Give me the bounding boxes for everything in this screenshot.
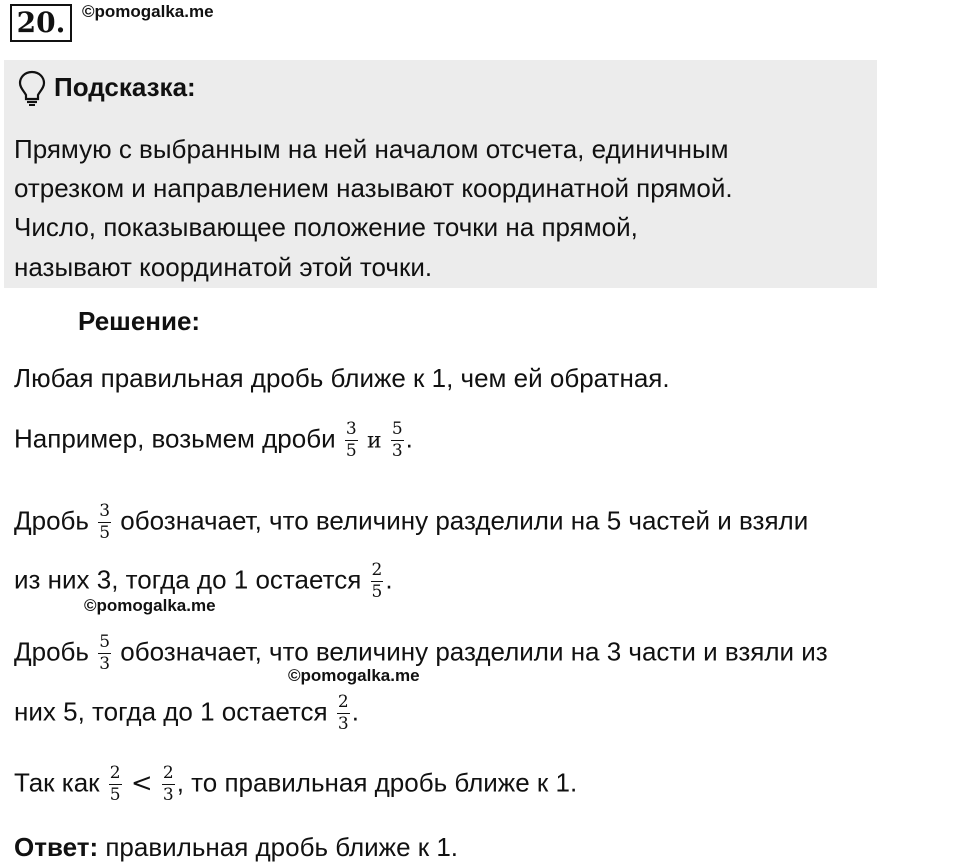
answer-line	[14, 832, 458, 863]
numerator: 5	[391, 419, 403, 439]
period: .	[405, 423, 413, 454]
denominator: 3	[337, 714, 349, 734]
text: Дробь	[14, 636, 89, 667]
conjunction: и	[366, 428, 382, 454]
hint-line: Прямую с выбранным на ней началом отсчета, единичным	[14, 134, 729, 164]
lightbulb-icon	[18, 70, 46, 106]
solution-title: Решение:	[78, 306, 201, 336]
text: обозначает, что величину разделили на 3 части и взяли из	[120, 636, 828, 667]
text: Дробь	[14, 505, 89, 536]
text: из них 3, тогда до 1 остается	[14, 564, 362, 595]
solution-line-7	[14, 764, 577, 805]
fraction-3-5	[98, 502, 111, 543]
solution-line-6	[14, 693, 359, 734]
denominator: 3	[391, 441, 403, 461]
solution-line-1: Любая правильная дробь ближе к 1, чем ей обратная.	[14, 363, 670, 393]
fraction-2-3	[162, 764, 175, 805]
task-number: 20.	[10, 4, 72, 42]
text: , то правильная дробь ближе к 1.	[176, 767, 578, 798]
denominator: 5	[345, 441, 357, 461]
numerator: 2	[337, 692, 349, 712]
watermark: ©pomogalka.me	[82, 2, 214, 21]
hint-line: Число, показывающее положение точки на прямой,	[14, 212, 638, 242]
denominator: 3	[162, 785, 174, 805]
denominator: 5	[99, 523, 111, 543]
less-than-sign: <	[130, 768, 153, 799]
answer-label: Ответ:	[14, 832, 99, 862]
text: них 5, тогда до 1 остается	[14, 696, 328, 727]
fraction-2-3	[337, 693, 350, 734]
watermark: ©pomogalka.me	[288, 666, 420, 685]
watermark: ©pomogalka.me	[84, 596, 216, 615]
numerator: 2	[371, 560, 383, 580]
numerator: 5	[99, 632, 111, 652]
period: .	[351, 696, 359, 727]
numerator: 3	[345, 419, 357, 439]
period: .	[385, 564, 393, 595]
numerator: 2	[109, 763, 121, 783]
fraction-5-3	[391, 420, 404, 461]
solution-line-5	[14, 633, 828, 674]
fraction-5-3	[98, 633, 111, 674]
denominator: 5	[371, 582, 383, 602]
hint-line: отрезком и направлением называют координатной прямой.	[14, 173, 733, 203]
text: Так как	[14, 767, 100, 798]
fraction-2-5	[371, 561, 384, 602]
answer-text: правильная дробь ближе к 1.	[98, 832, 459, 862]
fraction-2-5	[109, 764, 122, 805]
text: Например, возьмем дроби	[14, 423, 336, 454]
denominator: 5	[109, 785, 121, 805]
numerator: 3	[99, 501, 111, 521]
fraction-3-5	[345, 420, 358, 461]
hint-line: называют координатой этой точки.	[14, 252, 433, 282]
numerator: 2	[162, 763, 174, 783]
solution-line-3	[14, 502, 808, 543]
denominator: 3	[99, 654, 111, 674]
text: обозначает, что величину разделили на 5 частей и взяли	[120, 505, 809, 536]
hint-title: Подсказка:	[54, 72, 196, 102]
solution-line-2	[14, 420, 413, 461]
